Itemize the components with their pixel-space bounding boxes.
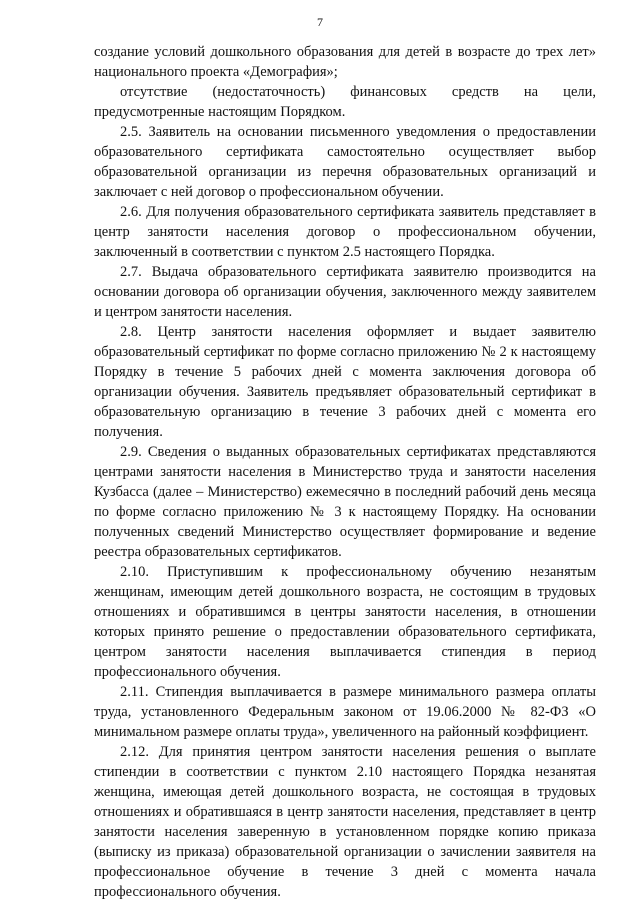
paragraph-2-11: 2.11. Стипендия выплачивается в размере минимального размера оплаты труда, установленного Федеральным законом от 19.06.2000 № 82-ФЗ «О минимальном размере оплаты труда», увеличенного на районный коэффициент. [94, 684, 596, 740]
paragraph-2-7: 2.7. Выдача образовательного сертификата заявителю производится на основании договора об организации обучения, заключенного между заявителем и центром занятости населения. [94, 264, 596, 320]
document-body [94, 42, 596, 902]
paragraph-2-10: 2.10. Приступившим к профессиональному обучению незанятым женщинам, имеющим детей дошкольного возраста, не состоящим в трудовых отношениях и обратившимся в центры занятости населения, в отношении которых принято решение о предоставлении образовательного сертификата, центром занятости населения выплачивается стипендия в период профессионального обучения. [94, 564, 596, 680]
paragraph-2-8: 2.8. Центр занятости населения оформляет и выдает заявителю образовательный сертификат по форме согласно приложению № 2 к настоящему Порядку в течение 5 рабочих дней с момента заключения договора об организации обучения. Заявитель предъявляет образовательный сертификат в образовательную организацию в течение 3 рабочих дней с момента его получения. [94, 324, 596, 440]
paragraph-2-9: 2.9. Сведения о выданных образовательных сертификатах представляются центрами занятости населения в Министерство труда и занятости населения Кузбасса (далее – Министерство) ежемесячно в последний рабочий день месяца по форме согласно приложению № 3 к настоящему Порядку. На основании полученных сведений Министерство осуществляет формирование и ведение реестра образовательных сертификатов. [94, 444, 596, 560]
paragraph-2-5: 2.5. Заявитель на основании письменного уведомления о предоставлении образовательного сертификата самостоятельно осуществляет выбор образовательной организации из перечня образовательных организаций и заключает с ней договор о профессиональном обучении. [94, 124, 596, 200]
paragraph-condition-funds: отсутствие (недостаточность) финансовых средств на цели, предусмотренные настоящим Порядком. [94, 84, 596, 120]
paragraph-2-12: 2.12. Для принятия центром занятости населения решения о выплате стипендии в соответствии с пунктом 2.10 настоящего Порядка незанятая женщина, имеющая детей дошкольного возраста, не состоящая в трудовых отношениях и обратившаяся в центр занятости населения, представляет в центр занятости населения заверенную в установленном порядке копию приказа (выписку из приказа) образовательной организации о зачислении заявителя на профессиональное обучение в течение 3 дней с момента начала профессионального обучения. [94, 744, 596, 900]
paragraph-continuation: создание условий дошкольного образования для детей в возрасте до трех лет» национального проекта «Демография»; [94, 44, 596, 80]
page-number: 7 [317, 15, 323, 29]
paragraph-2-6: 2.6. Для получения образовательного сертификата заявитель представляет в центр занятости населения договор о профессиональном обучении, заключенный в соответствии с пунктом 2.5 настоящего Порядка. [94, 204, 596, 260]
